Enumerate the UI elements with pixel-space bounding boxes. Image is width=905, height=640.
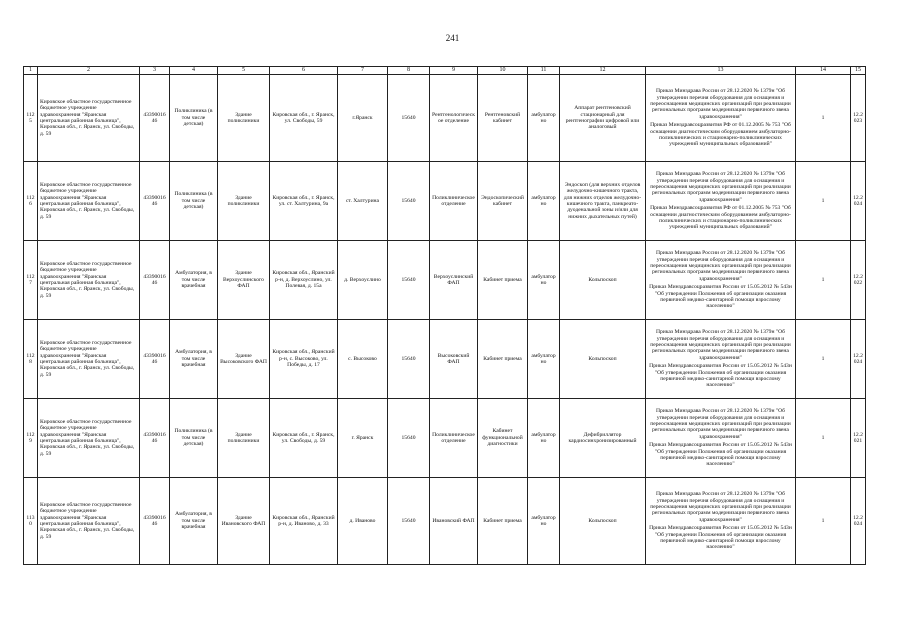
equipment-cell: Аппарат рентгеновский стационарный для рентгенографии цифровой или аналоговый (560, 75, 646, 162)
equipment-cell: Кольпоскоп (560, 478, 646, 565)
code-cell: 15640 (388, 162, 430, 241)
table-row (24, 162, 866, 241)
regulation-text: Приказ Минздравсоцразвития России от 15.05.2012 № 543н "Об утверждении Положения об организации оказания первичной медико-санитарной помощи взрослому населению" (649, 284, 792, 310)
care-type-cell: амбулаторно (528, 241, 560, 320)
column-number: 14 (796, 67, 851, 75)
care-type-cell: амбулаторно (528, 399, 560, 478)
building-cell: Здание Верхоуслинского ФАП (218, 241, 270, 320)
column-number: 2 (38, 67, 140, 75)
column-number: 9 (430, 67, 478, 75)
organization-cell: Кировское областное государственное бюджетное учреждение здравоохранения "Яранская центральная районная больница", Кировская обл., г. Яранск, ул. Свободы, д. 59 (38, 478, 140, 565)
quantity-cell: 1 (796, 75, 851, 162)
row-number: 1126 (24, 162, 38, 241)
unit-cell: Амбулатория, в том числе врачебная (170, 241, 218, 320)
room-cell: Кабинет функциональной диагностики (478, 399, 528, 478)
date-cell: 12.2024 (851, 478, 866, 565)
column-number: 13 (646, 67, 796, 75)
care-type-cell: амбулаторно (528, 162, 560, 241)
department-cell: Поликлиническое отделение (430, 162, 478, 241)
room-cell: Рентгеновский кабинет (478, 75, 528, 162)
quantity-cell: 1 (796, 478, 851, 565)
row-number: 1130 (24, 478, 38, 565)
equipment-cell: Кольпоскоп (560, 241, 646, 320)
code-cell: 15640 (388, 320, 430, 399)
regulation-cell (646, 399, 796, 478)
regulation-cell (646, 241, 796, 320)
care-type-cell: амбулаторно (528, 75, 560, 162)
unit-cell: Поликлиника (в том числе детская) (170, 399, 218, 478)
department-cell: Ивановский ФАП (430, 478, 478, 565)
unit-cell: Поликлиника (в том числе детская) (170, 162, 218, 241)
building-cell: Здание Ивановского ФАП (218, 478, 270, 565)
column-number: 12 (560, 67, 646, 75)
row-number: 1128 (24, 320, 38, 399)
regulation-text: Приказ Минздрава России от 28.12.2020 № 1379н "Об утверждении перечня оборудования для оснащения и переоснащения медицинских организаций при реализации региональных программ модернизации первичного звена здравоохранения" (650, 329, 791, 361)
regulation-text: Приказ Минздравсоцразвития России от 15.05.2012 № 543н "Об утверждении Положения об организации оказания первичной медико-санитарной помощи взрослому населению" (649, 525, 792, 551)
table-row (24, 241, 866, 320)
room-cell: Кабинет приема (478, 320, 528, 399)
column-number: 15 (851, 67, 866, 75)
regulation-cell (646, 478, 796, 565)
organization-cell: Кировское областное государственное бюджетное учреждение здравоохранения "Яранская центральная районная больница", Кировская обл., г. Яранск, ул. Свободы, д. 59 (38, 320, 140, 399)
column-number: 1 (24, 67, 38, 75)
table-row (24, 320, 866, 399)
inn-cell: 4339001646 (140, 75, 170, 162)
column-number: 6 (270, 67, 338, 75)
settlement-cell: ст. Халтурина (338, 162, 388, 241)
building-cell: Здание поликлиники (218, 399, 270, 478)
regulation-cell (646, 75, 796, 162)
quantity-cell: 1 (796, 241, 851, 320)
regulation-text: Приказ Минздрава России от 28.12.2020 № 1379н "Об утверждении перечня оборудования для оснащения и переоснащения медицинских организаций при реализации региональных программ модернизации первичного звена здравоохранения" (650, 491, 791, 523)
settlement-cell: д. Верхоуслино (338, 241, 388, 320)
unit-cell: Поликлиника (в том числе детская) (170, 75, 218, 162)
settlement-cell: с. Высоково (338, 320, 388, 399)
organization-cell: Кировское областное государственное бюджетное учреждение здравоохранения "Яранская центральная районная больница", Кировская обл., г. Яранск, ул. Свободы, д. 59 (38, 75, 140, 162)
equipment-cell: Эндоскоп (для верхних отделов желудочно-кишечного тракта, для нижних отделов желудочно-кишечного тракта, панкреато-дуоденальной зоны и/или для нижних дыхательных путей) (560, 162, 646, 241)
equipment-table (23, 66, 866, 565)
settlement-cell: г. Яранск (338, 399, 388, 478)
column-number: 7 (338, 67, 388, 75)
room-cell: Кабинет приема (478, 478, 528, 565)
inn-cell: 4339001646 (140, 320, 170, 399)
date-cell: 12.2022 (851, 241, 866, 320)
room-cell: Кабинет приема (478, 241, 528, 320)
inn-cell: 4339001646 (140, 478, 170, 565)
date-cell: 12.2021 (851, 399, 866, 478)
regulation-text: Приказ Минздравсоцразвития РФ от 01.12.2005 № 753 "Об оснащении диагностическим оборудованием амбулаторно-поликлинических и стационарно-поликлинических учреждений муниципальных образований" (650, 205, 791, 231)
equipment-cell: Кольпоскоп (560, 320, 646, 399)
regulation-text: Приказ Минздрава России от 28.12.2020 № 1379н "Об утверждении перечня оборудования для оснащения и переоснащения медицинских организаций при реализации региональных программ модернизации первичного звена здравоохранения" (650, 250, 791, 282)
column-number-row (24, 67, 866, 75)
quantity-cell: 1 (796, 399, 851, 478)
regulation-text: Приказ Минздравсоцразвития РФ от 01.12.2005 № 753 "Об оснащении диагностическим оборудованием амбулаторно-поликлинических и стационарно-поликлинических учреждений муниципальных образований" (650, 122, 791, 148)
table-row (24, 478, 866, 565)
address-cell: Кировская обл., Яранский р-н, д. Иваново, д. 33 (270, 478, 338, 565)
inn-cell: 4339001646 (140, 241, 170, 320)
unit-cell: Амбулатория, в том числе врачебная (170, 320, 218, 399)
organization-cell: Кировское областное государственное бюджетное учреждение здравоохранения "Яранская центральная районная больница", Кировская обл., г. Яранск, ул. Свободы, д. 59 (38, 399, 140, 478)
date-cell: 12.2023 (851, 75, 866, 162)
code-cell: 15640 (388, 478, 430, 565)
department-cell: Поликлиническое отделение (430, 399, 478, 478)
regulation-text: Приказ Минздравсоцразвития России от 15.05.2012 № 543н "Об утверждении Положения об организации оказания первичной медико-санитарной помощи взрослому населению" (649, 363, 792, 389)
address-cell: Кировская обл., Яранский р-н, д. Верхоуслино, ул. Полевая, д. 15а (270, 241, 338, 320)
code-cell: 15640 (388, 241, 430, 320)
settlement-cell: д. Иваново (338, 478, 388, 565)
inn-cell: 4339001646 (140, 399, 170, 478)
regulation-text: Приказ Минздрава России от 28.12.2020 № 1379н "Об утверждении перечня оборудования для оснащения и переоснащения медицинских организаций при реализации региональных программ модернизации первичного звена здравоохранения" (650, 88, 791, 120)
department-cell: Высоковский ФАП (430, 320, 478, 399)
date-cell: 12.2024 (851, 320, 866, 399)
room-cell: Эндоскопический кабинет (478, 162, 528, 241)
code-cell: 15640 (388, 75, 430, 162)
building-cell: Здание поликлиники (218, 75, 270, 162)
quantity-cell: 1 (796, 162, 851, 241)
table-row (24, 399, 866, 478)
department-cell: Рентгенологическое отделение (430, 75, 478, 162)
building-cell: Здание поликлиники (218, 162, 270, 241)
equipment-cell: Дефибриллятор кардиосинхронизированный (560, 399, 646, 478)
regulation-cell (646, 320, 796, 399)
department-cell: Верхоуслинский ФАП (430, 241, 478, 320)
row-number: 1127 (24, 241, 38, 320)
code-cell: 15640 (388, 399, 430, 478)
organization-cell: Кировское областное государственное бюджетное учреждение здравоохранения "Яранская центральная районная больница", Кировская обл., г. Яранск, ул. Свободы, д. 59 (38, 241, 140, 320)
address-cell: Кировская обл., Яранский р-н, с. Высоково, ул. Победы, д. 17 (270, 320, 338, 399)
table-row (24, 75, 866, 162)
address-cell: Кировская обл., г. Яранск, ул. ст. Халтурина, 9а (270, 162, 338, 241)
column-number: 4 (170, 67, 218, 75)
address-cell: Кировская обл., г. Яранск, ул. Свободы, д. 59 (270, 399, 338, 478)
column-number: 3 (140, 67, 170, 75)
quantity-cell: 1 (796, 320, 851, 399)
organization-cell: Кировское областное государственное бюджетное учреждение здравоохранения "Яранская центральная районная больница", Кировская обл., г. Яранск, ул. Свободы, д. 59 (38, 162, 140, 241)
row-number: 1129 (24, 399, 38, 478)
unit-cell: Амбулатория, в том числе врачебная (170, 478, 218, 565)
building-cell: Здание Высоковского ФАП (218, 320, 270, 399)
column-number: 10 (478, 67, 528, 75)
settlement-cell: г.Яранск (338, 75, 388, 162)
column-number: 11 (528, 67, 560, 75)
care-type-cell: амбулаторно (528, 320, 560, 399)
care-type-cell: амбулаторно (528, 478, 560, 565)
regulation-cell (646, 162, 796, 241)
regulation-text: Приказ Минздрава России от 28.12.2020 № 1379н "Об утверждении перечня оборудования для оснащения и переоснащения медицинских организаций при реализации региональных программ модернизации первичного звена здравоохранения" (650, 171, 791, 203)
regulation-text: Приказ Минздрава России от 28.12.2020 № 1379н "Об утверждении перечня оборудования для оснащения и переоснащения медицинских организаций при реализации региональных программ модернизации первичного звена здравоохранения" (650, 408, 791, 440)
inn-cell: 4339001646 (140, 162, 170, 241)
address-cell: Кировская обл., г. Яранск, ул. Свободы, 59 (270, 75, 338, 162)
date-cell: 12.2024 (851, 162, 866, 241)
regulation-text: Приказ Минздравсоцразвития России от 15.05.2012 № 543н "Об утверждении Положения об организации оказания первичной медико-санитарной помощи взрослому населению" (649, 442, 792, 468)
column-number: 8 (388, 67, 430, 75)
column-number: 5 (218, 67, 270, 75)
page-number: 241 (445, 33, 460, 43)
row-number: 1125 (24, 75, 38, 162)
